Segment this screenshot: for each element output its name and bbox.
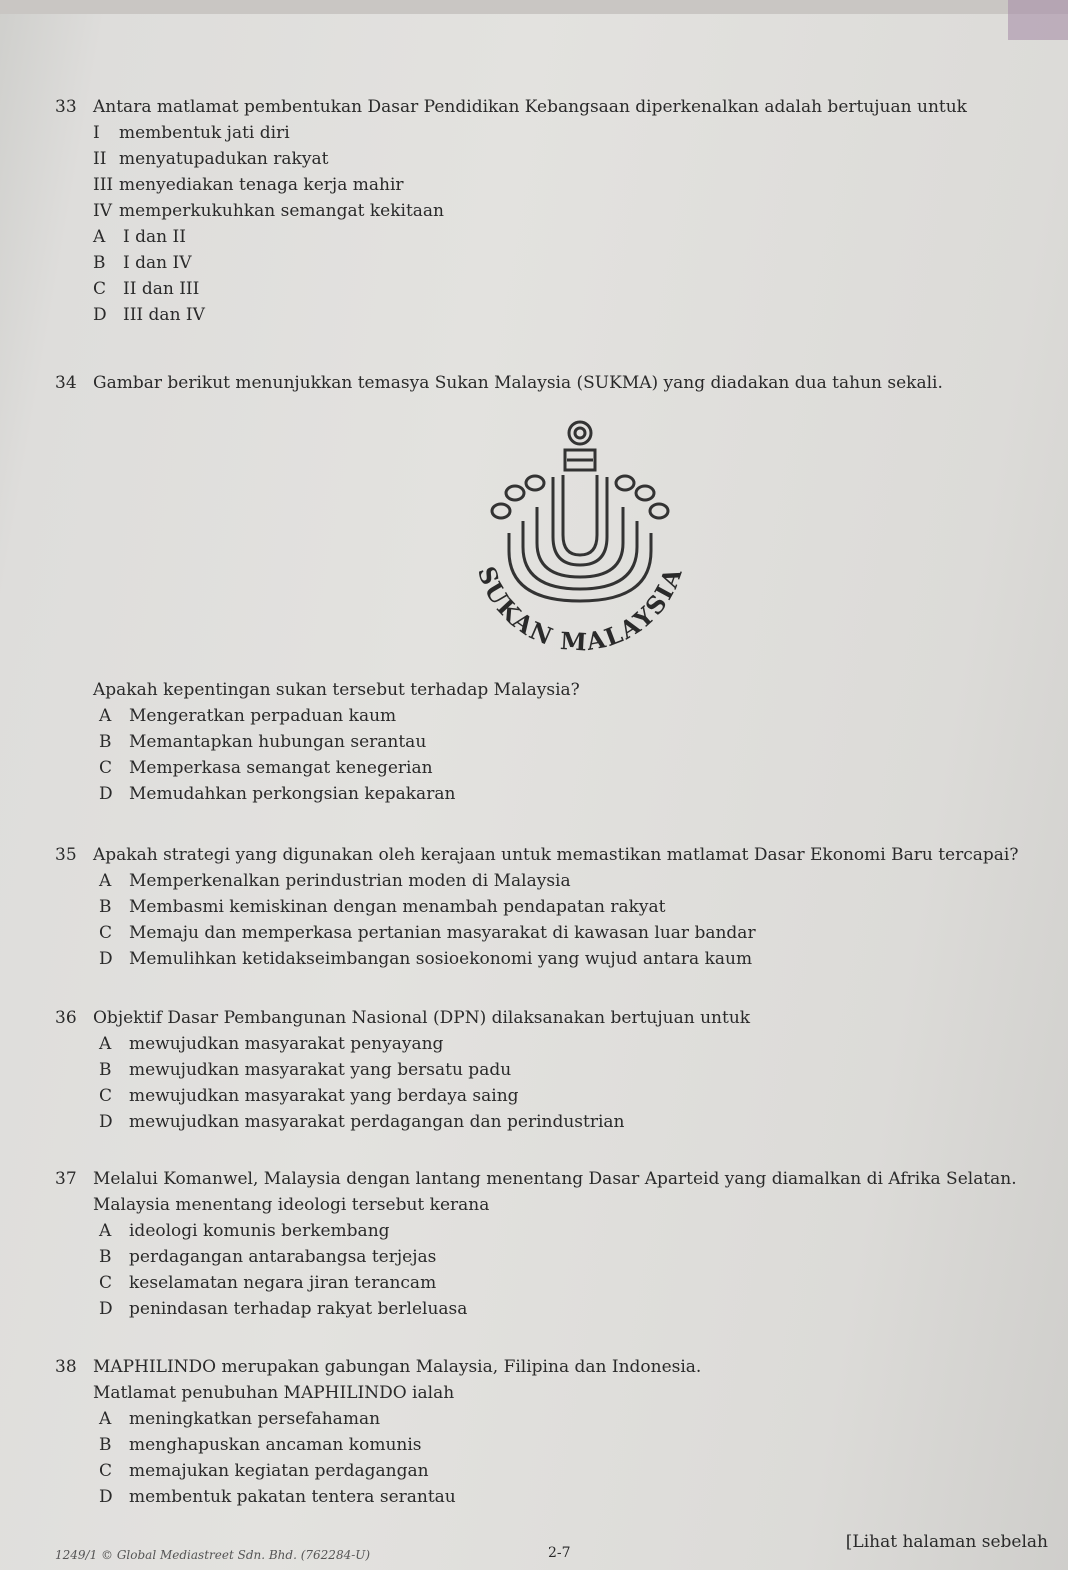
question-prompt: Matlamat penubuhan MAPHILINDO ialah (93, 1383, 455, 1403)
statement-item: II menyatupadukan rakyat (93, 149, 329, 169)
question-stem: Melalui Komanwel, Malaysia dengan lantang menentang Dasar Aparteid yang diamalkan di Afrika Selatan. (93, 1169, 1017, 1189)
question-stem: Apakah strategi yang digunakan oleh kerajaan untuk memastikan matlamat Dasar Ekonomi Baru tercapai? (93, 845, 1019, 865)
answer-option[interactable]: D Memudahkan perkongsian kepakaran (99, 784, 456, 804)
answer-option[interactable]: B I dan IV (93, 253, 192, 273)
question-34-body (55, 677, 1048, 807)
question-number: 33 (55, 97, 77, 117)
logo-text: SUKAN MALAYSIA (471, 562, 689, 657)
question-number: 35 (55, 845, 77, 865)
answer-option[interactable]: B Membasmi kemiskinan dengan menambah pendapatan rakyat (99, 897, 666, 917)
answer-option[interactable]: C keselamatan negara jiran terancam (99, 1273, 437, 1293)
answer-option[interactable]: D III dan IV (93, 305, 205, 325)
answer-option[interactable]: B Memantapkan hubungan serantau (99, 732, 427, 752)
answer-option[interactable]: C II dan III (93, 279, 200, 299)
answer-option[interactable]: A I dan II (93, 227, 186, 247)
statement-item: III menyediakan tenaga kerja mahir (93, 175, 404, 195)
answer-option[interactable]: C mewujudkan masyarakat yang berdaya saing (99, 1086, 519, 1106)
statement-item: IV memperkukuhkan semangat kekitaan (93, 201, 445, 221)
question-number: 38 (55, 1357, 77, 1377)
answer-option[interactable]: D Memulihkan ketidakseimbangan sosioekonomi yang wujud antara kaum (99, 949, 753, 969)
answer-option[interactable]: D penindasan terhadap rakyat berleluasa (99, 1299, 468, 1319)
question-stem: Objektif Dasar Pembangunan Nasional (DPN) dilaksanakan bertujuan untuk (93, 1008, 751, 1028)
answer-option[interactable]: A Mengeratkan perpaduan kaum (99, 706, 397, 726)
answer-option[interactable]: C memajukan kegiatan perdagangan (99, 1461, 429, 1481)
question-34 (55, 370, 1048, 396)
answer-option[interactable]: C Memperkasa semangat kenegerian (99, 758, 433, 778)
page-number: 2-7 (548, 1545, 571, 1561)
question-38 (55, 1354, 1048, 1510)
next-page-note: [Lihat halaman sebelah (845, 1532, 1048, 1552)
answer-option[interactable]: A ideologi komunis berkembang (99, 1221, 390, 1241)
question-stem: Gambar berikut menunjukkan temasya Sukan Malaysia (SUKMA) yang diadakan dua tahun sekali. (93, 373, 943, 393)
question-prompt: Malaysia menentang ideologi tersebut kerana (93, 1195, 490, 1215)
footer-copyright: 1249/1 © Global Mediastreet Sdn. Bhd. (762284-U) (55, 1548, 371, 1562)
question-prompt: Apakah kepentingan sukan tersebut terhadap Malaysia? (93, 680, 580, 700)
question-33 (55, 94, 1048, 328)
question-number: 37 (55, 1169, 77, 1189)
page-top-edge (0, 0, 1068, 14)
question-stem: Antara matlamat pembentukan Dasar Pendidikan Kebangsaan diperkenalkan adalah bertujuan untuk (93, 97, 967, 117)
answer-option[interactable]: A meningkatkan persefahaman (99, 1409, 381, 1429)
question-36 (55, 1005, 1048, 1135)
question-stem: MAPHILINDO merupakan gabungan Malaysia, Filipina dan Indonesia. (93, 1357, 702, 1377)
question-35 (55, 842, 1048, 972)
background-corner (1008, 0, 1068, 40)
question-number: 34 (55, 373, 77, 393)
answer-option[interactable]: C Memaju dan memperkasa pertanian masyarakat di kawasan luar bandar (99, 923, 756, 943)
statement-item: I membentuk jati diri (93, 123, 290, 143)
sukma-logo (455, 415, 705, 665)
answer-option[interactable]: A mewujudkan masyarakat penyayang (99, 1034, 444, 1054)
answer-option[interactable]: B perdagangan antarabangsa terjejas (99, 1247, 437, 1267)
answer-option[interactable]: D mewujudkan masyarakat perdagangan dan perindustrian (99, 1112, 625, 1132)
answer-option[interactable]: B menghapuskan ancaman komunis (99, 1435, 422, 1455)
answer-option[interactable]: A Memperkenalkan perindustrian moden di Malaysia (99, 871, 571, 891)
question-number: 36 (55, 1008, 77, 1028)
answer-option[interactable]: D membentuk pakatan tentera serantau (99, 1487, 456, 1507)
answer-option[interactable]: B mewujudkan masyarakat yang bersatu padu (99, 1060, 512, 1080)
question-37 (55, 1166, 1048, 1322)
